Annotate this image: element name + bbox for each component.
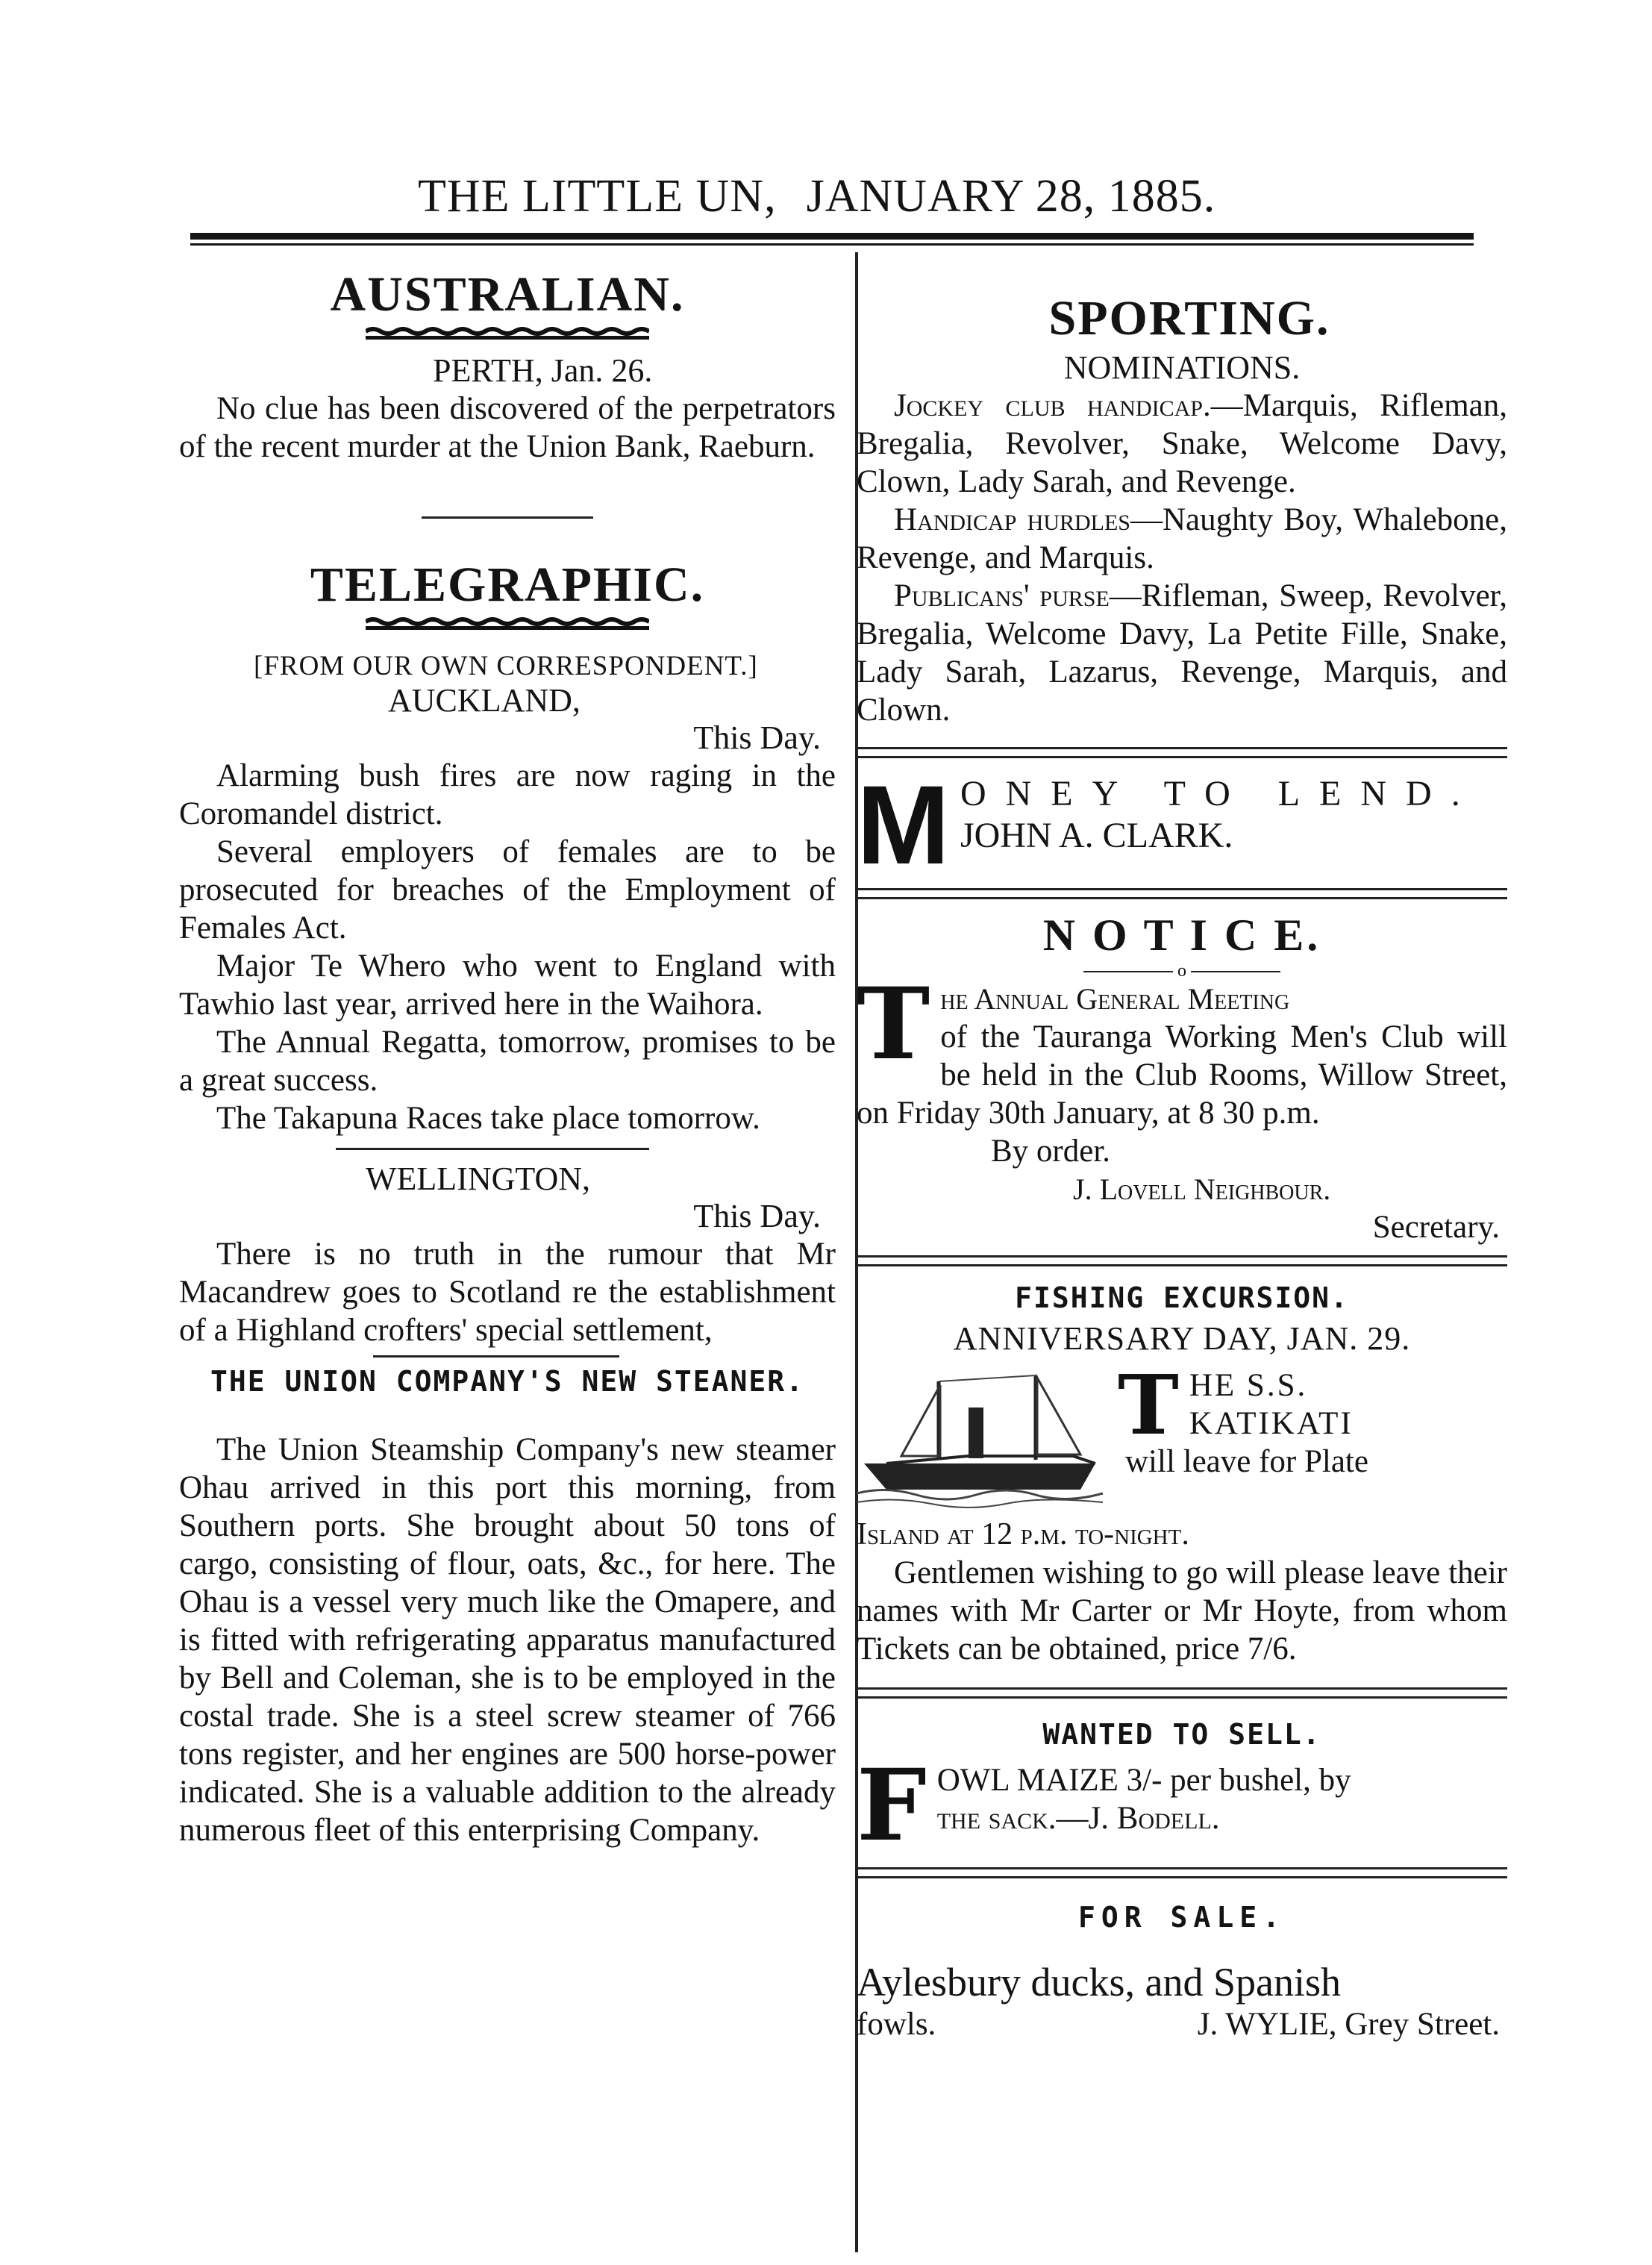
australian-heading: AUSTRALIAN. bbox=[330, 267, 685, 322]
section-divider bbox=[857, 1687, 1507, 1699]
section-divider bbox=[857, 888, 1507, 899]
ship-line: HE S.S. bbox=[1189, 1368, 1308, 1403]
for-sale-line bbox=[857, 2005, 1507, 2043]
decorative-initial: T bbox=[857, 980, 930, 1082]
nominations-subheading: NOMINATIONS. bbox=[1063, 349, 1301, 386]
race-entries: —Rifleman, Sweep, Revolver, Bregalia, Welcome Davy, La Petite Fille, Snake, Lady Sarah, Lazarus, Revenge, Marquis, and Clown. bbox=[857, 578, 1507, 728]
news-item: Major Te Whero who went to England with Tawhio last year, arrived here in the Waihora. bbox=[179, 949, 836, 1022]
australian-text: No clue has been discovered of the perpetrators of the recent murder at the Union Bank, Raeburn. bbox=[179, 391, 836, 464]
ship-line: will leave for Plate bbox=[1125, 1444, 1368, 1479]
newspaper-title: THE LITTLE UN, bbox=[418, 171, 777, 222]
masthead-rule-thin bbox=[190, 243, 1474, 246]
ship-block bbox=[857, 1357, 1507, 1516]
notice-text: of the Tauranga Working Men's Club will be held in the Club Rooms, Willow Street, on Friday 30th January, at 8 30 p.m. bbox=[857, 1019, 1507, 1131]
ship-name: KATIKATI bbox=[1189, 1406, 1354, 1441]
auckland-place: AUCKLAND, bbox=[388, 682, 581, 719]
race-name: Publicans' purse bbox=[894, 578, 1110, 613]
news-item: Several employers of females are to be prosecuted for breaches of the Employment of Females Act. bbox=[179, 834, 836, 946]
ship-line: Island at 12 p.m. to-night. bbox=[857, 1517, 1189, 1552]
sporting-heading: SPORTING. bbox=[1048, 291, 1330, 346]
union-company-text: The Union Steamship Company's new steamer Ohau arrived in this port this morning, from Southern ports. She brought about 50 tons of cargo, consisting of flour, oats, &c., for here. The Ohau is a vessel very much like the Omapere, and is fitted with refrigerating apparatus manufactured by Bell and Coleman, she is to be employed in the costal trade. She is a steel screw steamer of 766 tons register, and her engines are 500 horse-power indicated. She is a valuable addition to the already numerous fleet of this enterprising Company. bbox=[179, 1432, 836, 1848]
masthead bbox=[418, 170, 1313, 223]
wavy-ornament bbox=[366, 617, 649, 634]
left-column bbox=[179, 261, 836, 1849]
fishing-excursion-advert bbox=[857, 1281, 1507, 1668]
wellington-text: There is no truth in the rumour that Mr Macandrew goes to Scotland re the establishment of a Highland crofters' special settlement, bbox=[179, 1237, 836, 1348]
wavy-ornament bbox=[366, 327, 649, 343]
race-name: Jockey club handicap. bbox=[894, 388, 1211, 423]
wanted-line: OWL MAIZE 3/- per bushel, by bbox=[936, 1763, 1351, 1798]
australian-section bbox=[179, 267, 836, 519]
for-sale-item: fowls. bbox=[857, 2007, 936, 2042]
right-column bbox=[857, 261, 1507, 2043]
wellington-place: WELLINGTON, bbox=[366, 1160, 590, 1197]
section-divider bbox=[422, 516, 593, 519]
ornament-divider: o bbox=[857, 962, 1507, 980]
union-company-section bbox=[179, 1365, 836, 1849]
section-divider bbox=[857, 747, 1507, 758]
section-divider bbox=[373, 1355, 619, 1358]
nomination-item bbox=[857, 387, 1507, 501]
race-name: Handicap hurdles bbox=[894, 502, 1130, 537]
for-sale-seller: J. WYLIE, Grey Street. bbox=[1197, 2007, 1500, 2042]
section-divider bbox=[336, 1148, 649, 1150]
for-sale-line: Aylesbury ducks, and Spanish bbox=[857, 1960, 1341, 2005]
issue-date: JANUARY 28, 1885. bbox=[806, 171, 1216, 222]
notice-signatory-title: Secretary. bbox=[1372, 1210, 1500, 1245]
masthead-rule bbox=[190, 233, 1474, 240]
news-item: Alarming bush fires are now raging in the Coromandel district. bbox=[179, 758, 836, 831]
news-item: The Annual Regatta, tomorrow, promises to be a great success. bbox=[179, 1025, 836, 1098]
nomination-item bbox=[857, 577, 1507, 729]
money-headline: ONEY TO LEND. bbox=[960, 774, 1480, 813]
notice-signatory: J. Lovell Neighbour. bbox=[1073, 1172, 1331, 1206]
news-item: The Takapuna Races take place tomorrow. bbox=[216, 1101, 760, 1136]
wanted-heading: WANTED TO SELL. bbox=[1042, 1718, 1321, 1751]
sporting-section bbox=[857, 291, 1507, 758]
nomination-item bbox=[857, 501, 1507, 577]
perth-dateline: PERTH, Jan. 26. bbox=[433, 352, 653, 389]
steamship-illustration bbox=[857, 1366, 1110, 1508]
wanted-to-sell-advert bbox=[857, 1718, 1507, 1848]
telegraphic-section bbox=[179, 557, 836, 1358]
decorative-initial: M bbox=[857, 773, 950, 873]
correspondent-note: [FROM OUR OWN CORRESPONDENT.] bbox=[254, 651, 758, 681]
for-sale-advert bbox=[857, 1901, 1507, 2043]
section-divider bbox=[857, 1867, 1507, 1878]
wanted-line: the sack.—J. Bodell. bbox=[936, 1801, 1220, 1836]
union-company-heading: THE UNION COMPANY'S NEW STEANER. bbox=[210, 1365, 805, 1398]
fishing-heading: FISHING EXCURSION. bbox=[1015, 1281, 1349, 1314]
notice-opening: he Annual General Meeting bbox=[940, 982, 1290, 1016]
wellington-dateline: This Day. bbox=[693, 1198, 821, 1234]
auckland-dateline: This Day. bbox=[693, 719, 821, 756]
notice-by-order: By order. bbox=[991, 1134, 1111, 1169]
fishing-text: Gentlemen wishing to go will please leave their names with Mr Carter or Mr Hoyte, from whom Tickets can be obtained, price 7/6. bbox=[857, 1555, 1507, 1666]
section-divider bbox=[857, 1255, 1507, 1266]
telegraphic-heading: TELEGRAPHIC. bbox=[310, 557, 705, 612]
fishing-date: ANNIVERSARY DAY, JAN. 29. bbox=[953, 1320, 1411, 1357]
money-lender-name: JOHN A. CLARK. bbox=[960, 816, 1233, 855]
race-entries: —Marquis, Rifleman, Bregalia, Revolver, Snake, Welcome Davy, Clown, Lady Sarah, and Revenge. bbox=[857, 388, 1507, 499]
notice-advert bbox=[857, 910, 1507, 1246]
decorative-initial: T bbox=[1118, 1357, 1179, 1453]
decorative-initial: F bbox=[857, 1761, 927, 1848]
race-entries: —Naughty Boy, Whalebone, Revenge, and Marquis. bbox=[857, 502, 1507, 575]
notice-heading: N O T I C E. bbox=[1042, 910, 1321, 960]
for-sale-heading: FOR SALE. bbox=[1078, 1901, 1286, 1934]
money-to-lend-advert bbox=[857, 773, 1507, 873]
